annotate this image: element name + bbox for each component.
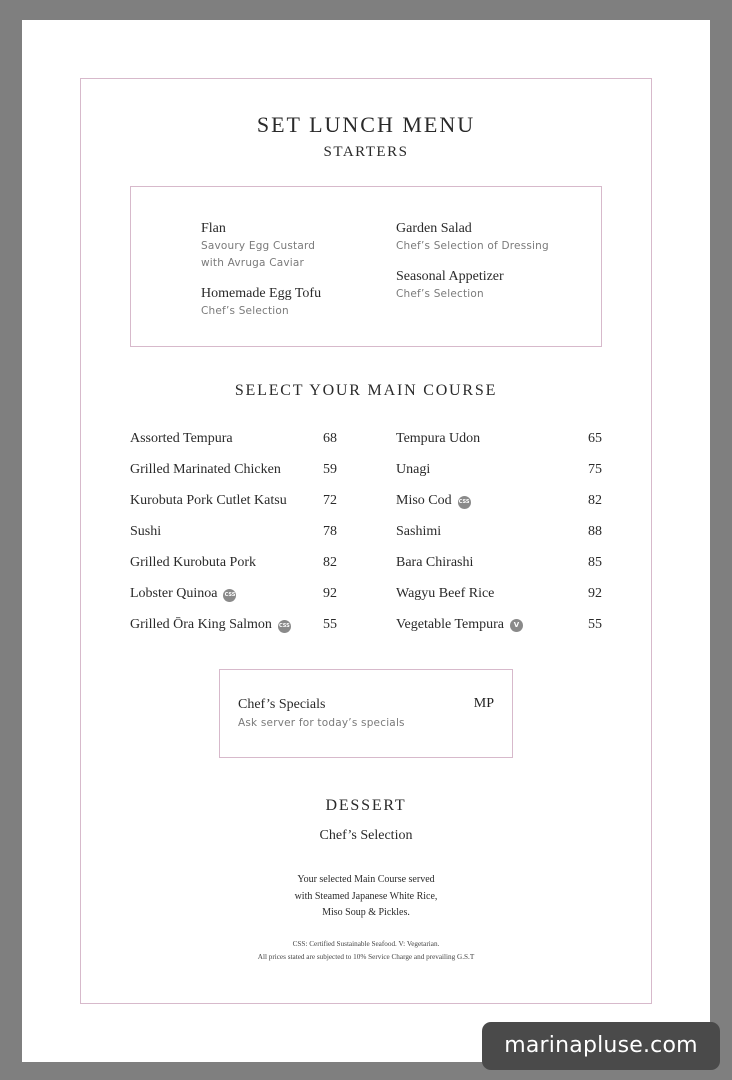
specials-name: Chef’s Specials xyxy=(238,697,326,712)
starter-desc: Savoury Egg Custard xyxy=(201,240,316,252)
main-course-item xyxy=(130,462,337,482)
dish-name xyxy=(396,462,430,478)
dish-price: 55 xyxy=(323,617,337,632)
dish-name xyxy=(396,617,523,633)
dish-price: 72 xyxy=(323,493,337,508)
dish-price: 59 xyxy=(323,462,337,477)
dish-name-text: Tempura Udon xyxy=(396,431,481,446)
dish-name-text: Bara Chirashi xyxy=(396,555,474,570)
starter-item xyxy=(396,268,504,303)
dish-name xyxy=(396,586,494,602)
fine-print-line: CSS: Certified Sustainable Seafood. V: Vegetarian. xyxy=(292,940,440,948)
specials-desc: Ask server for today’s specials xyxy=(238,717,405,729)
dish-name xyxy=(130,617,291,633)
starter-item xyxy=(201,285,321,320)
main-course-item xyxy=(130,524,337,544)
dessert-item: Chef’s Selection xyxy=(319,828,413,843)
starter-name: Homemade Egg Tofu xyxy=(201,286,322,301)
main-course-item xyxy=(396,431,602,451)
dish-name xyxy=(130,462,281,478)
dish-name-text: Sashimi xyxy=(396,524,442,539)
serving-note-line: Miso Soup & Pickles. xyxy=(322,907,410,918)
dish-name xyxy=(130,493,287,509)
dish-price: 65 xyxy=(588,431,602,446)
dish-price: 92 xyxy=(323,586,337,601)
dish-name xyxy=(130,524,161,540)
dish-name xyxy=(396,493,471,509)
dish-price: 92 xyxy=(588,586,602,601)
dish-price: 82 xyxy=(588,493,602,508)
starter-desc: Chef’s Selection of Dressing xyxy=(396,240,549,252)
serving-note-line: with Steamed Japanese White Rice, xyxy=(294,890,438,902)
dish-name-text: Miso Cod xyxy=(396,493,452,508)
main-course-item xyxy=(130,617,337,637)
dish-name-text: Lobster Quinoa xyxy=(130,586,218,601)
starters-box xyxy=(130,186,602,347)
main-course-item xyxy=(130,431,337,451)
dish-name-text: Grilled Marinated Chicken xyxy=(130,462,281,477)
main-course-item xyxy=(396,493,602,513)
menu-page xyxy=(22,20,710,1062)
dish-price: 82 xyxy=(323,555,337,570)
dish-name-text: Assorted Tempura xyxy=(130,431,233,446)
main-course-item xyxy=(130,586,337,606)
dish-name-text: Vegetable Tempura xyxy=(396,617,504,632)
dish-name xyxy=(130,555,256,571)
watermark-badge: marinapluse.com xyxy=(482,1022,720,1070)
specials-price: MP xyxy=(473,696,494,711)
dish-name xyxy=(130,431,233,447)
dish-name-text: Grilled Ōra King Salmon xyxy=(130,617,272,632)
sustainable-seafood-badge-icon: CSS xyxy=(458,496,471,509)
main-course-item xyxy=(130,493,337,513)
dessert-heading: DESSERT xyxy=(325,797,407,814)
starter-name: Seasonal Appetizer xyxy=(396,269,504,284)
main-course-item xyxy=(396,617,602,637)
starter-desc: with Avruga Caviar xyxy=(201,257,305,269)
sustainable-seafood-badge-icon: CSS xyxy=(278,620,291,633)
main-course-heading: SELECT YOUR MAIN COURSE xyxy=(234,382,498,399)
dish-name-text: Unagi xyxy=(396,462,431,477)
starters-heading: STARTERS xyxy=(323,144,409,160)
main-course-item xyxy=(130,555,337,575)
dish-name xyxy=(396,555,473,571)
vegetarian-badge-icon: V xyxy=(510,619,523,632)
main-course-item xyxy=(396,586,602,606)
dish-name-text: Grilled Kurobuta Pork xyxy=(130,555,256,570)
fine-print xyxy=(22,938,710,963)
starter-desc: Chef’s Selection xyxy=(201,305,289,317)
starter-name: Garden Salad xyxy=(396,221,472,236)
dish-name xyxy=(130,586,236,602)
fine-print-line: All prices stated are subjected to 10% Service Charge and prevailing G.S.T xyxy=(257,952,475,961)
starter-desc: Chef’s Selection xyxy=(396,288,484,300)
main-course-item xyxy=(396,462,602,482)
specials-box xyxy=(219,669,513,758)
dish-name-text: Sushi xyxy=(130,524,162,539)
dish-price: 75 xyxy=(588,462,602,477)
starter-item xyxy=(396,220,549,255)
dish-price: 55 xyxy=(588,617,602,632)
sustainable-seafood-badge-icon: CSS xyxy=(223,589,236,602)
dish-name-text: Kurobuta Pork Cutlet Katsu xyxy=(130,493,287,508)
serving-note-line: Your selected Main Course served xyxy=(297,874,435,885)
dish-price: 78 xyxy=(323,524,337,539)
dish-price: 85 xyxy=(588,555,602,570)
main-course-item xyxy=(396,524,602,544)
serving-note xyxy=(22,872,710,922)
dish-name xyxy=(396,524,441,540)
main-course-item xyxy=(396,555,602,575)
dish-price: 88 xyxy=(588,524,602,539)
dish-price: 68 xyxy=(323,431,337,446)
starter-item xyxy=(201,220,315,272)
menu-title: SET LUNCH MENU xyxy=(256,112,476,137)
dish-name xyxy=(396,431,480,447)
starter-name: Flan xyxy=(201,221,226,236)
dish-name-text: Wagyu Beef Rice xyxy=(396,586,495,601)
